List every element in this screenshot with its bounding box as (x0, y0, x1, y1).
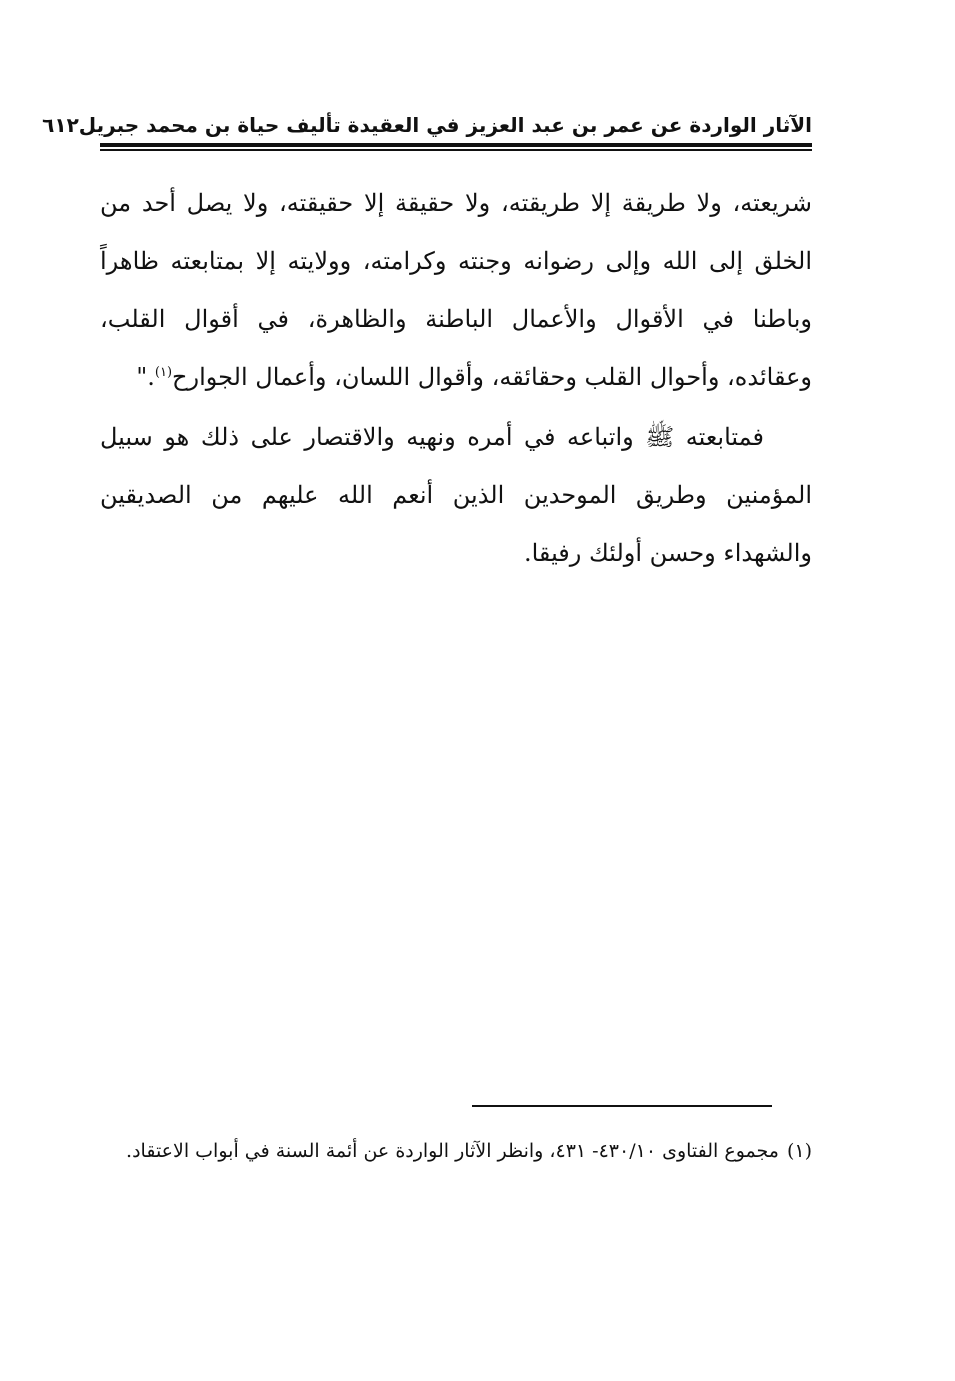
footnote (100, 1130, 812, 1172)
paragraph-1 (100, 174, 812, 406)
running-header (42, 108, 812, 142)
header-rule-thick (100, 143, 812, 147)
paragraph-1-end: ." (136, 363, 155, 391)
page-number: ٦١٢ (42, 113, 79, 137)
header-title: الآثار الواردة عن عمر بن عبد العزيز في العقيدة تأليف حياة بن محمد جبريل (78, 113, 812, 137)
paragraph-2: فمتابعته ﷺ واتباعه في أمره ونهيه والاقتصار على ذلك هو سبيل المؤمنين وطريق الموحدين الذين أنعم الله عليهم من الصديقين والشهداء وحسن أولئك رفيقا. (100, 423, 812, 567)
footnote-reference[interactable]: (١) (154, 365, 173, 380)
footnote-text: مجموع الفتاوى ٤٣٠/١٠- ٤٣١، وانظر الآثار الواردة عن أئمة السنة في أبواب الاعتقاد. (126, 1140, 779, 1162)
footnote-marker: (١) (786, 1140, 812, 1162)
body-text (100, 174, 812, 582)
header-rule-thin (100, 149, 812, 151)
paragraph-1-text: شريعته، ولا طريقة إلا طريقته، ولا حقيقة إلا حقيقته، ولا يصل أحد من الخلق إلى الله وإلى رضوانه وجنته وكرامته، وولايته إلا بمتابعته ظاهراً وباطنا في الأقوال والأعمال الباطنة والظاهرة، في أقوال القلب، وعقائده، وأحوال القلب وحقائقه، وأقوال اللسان، وأعمال الجوارح (100, 189, 812, 391)
footnote-separator (472, 1105, 772, 1107)
